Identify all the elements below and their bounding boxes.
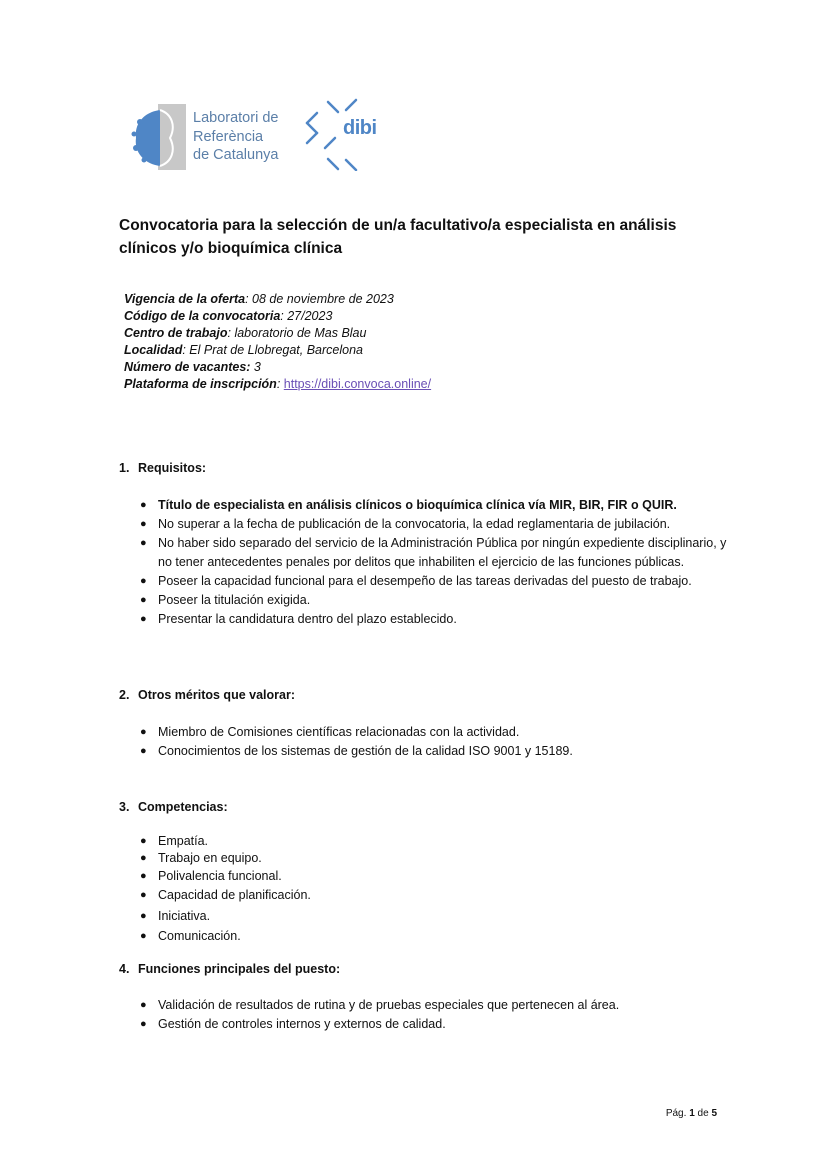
list-item: [138, 850, 728, 867]
list-item-text: Miembro de Comisiones científicas relacionadas con la actividad.: [158, 725, 520, 739]
section-number: 4.: [119, 962, 130, 976]
list-item-text: No superar a la fecha de publicación de la convocatoria, la edad reglamentaria de jubilación.: [158, 517, 671, 531]
section-number: 3.: [119, 800, 130, 814]
offer-metadata: [124, 291, 431, 393]
section-title: Otros méritos que valorar:: [138, 688, 295, 702]
meritos-list: [138, 723, 728, 761]
list-item: [138, 610, 728, 629]
list-item-text: Gestión de controles internos y externos de calidad.: [158, 1017, 446, 1031]
lrc-logo: [130, 104, 290, 170]
list-item: [138, 926, 728, 946]
lrc-logo-mark-icon: [130, 104, 186, 170]
bullet-icon: ●: [140, 930, 147, 942]
section-heading-funciones: [119, 962, 340, 976]
meta-separator: :: [276, 377, 284, 391]
funciones-list: [138, 996, 728, 1034]
meta-label: Centro de trabajo: [124, 326, 228, 340]
document-title: Convocatoria para la selección de un/a facultativo/a especialista en análisis clínicos y/o bioquímica clínica: [119, 217, 677, 257]
section-number: 1.: [119, 461, 130, 475]
list-item: [138, 1015, 728, 1034]
list-item-text: Capacidad de planificación.: [158, 888, 311, 902]
bullet-icon: ●: [140, 537, 147, 549]
list-item-text: Comunicación.: [158, 929, 241, 943]
list-item: [138, 742, 728, 761]
dibi-logo-text: dibi: [343, 117, 377, 139]
list-item: [138, 867, 728, 885]
section-title: Requisitos:: [138, 461, 207, 475]
bullet-icon: ●: [140, 745, 147, 757]
bullet-icon: ●: [140, 518, 147, 530]
list-item: [138, 906, 728, 926]
bullet-icon: ●: [140, 889, 147, 901]
bullet-icon: ●: [140, 726, 147, 738]
meta-value: : 27/2023: [280, 309, 333, 323]
list-item: [138, 515, 728, 534]
list-item-text: Presentar la candidatura dentro del plazo establecido.: [158, 612, 457, 626]
bullet-icon: ●: [140, 852, 147, 864]
meta-label: Vigencia de la oferta: [124, 292, 246, 306]
meta-label: Plataforma de inscripción: [124, 377, 277, 391]
list-item: [138, 591, 728, 610]
list-item-text: Título de especialista en análisis clínicos o bioquímica clínica vía MIR, BIR, FIR o QUIR.: [158, 498, 677, 512]
meta-value: : laboratorio de Mas Blau: [227, 326, 367, 340]
bullet-icon: ●: [140, 575, 147, 587]
list-item-text: Validación de resultados de rutina y de pruebas especiales que pertenecen al área.: [158, 998, 620, 1012]
meta-codigo: [124, 308, 431, 325]
section-title: Funciones principales del puesto:: [138, 962, 341, 976]
meta-vacantes: [124, 359, 431, 376]
lrc-logo-line: Referència: [193, 128, 264, 145]
list-item: [138, 723, 728, 742]
meta-localidad: [124, 342, 431, 359]
list-item-text: Conocimientos de los sistemas de gestión de la calidad ISO 9001 y 15189.: [158, 744, 573, 758]
meta-label: Código de la convocatoria: [124, 309, 281, 323]
meta-value: 3: [250, 360, 261, 374]
list-item: [138, 572, 728, 591]
list-item-text: No haber sido separado del servicio de la Administración Pública por ningún expediente disciplinario, y no tener antecedentes penales por delitos que inhabiliten el ejercicio de las funciones públicas.: [158, 536, 727, 569]
meta-vigencia: [124, 291, 431, 308]
list-item-text: Iniciativa.: [158, 909, 211, 923]
section-title: Competencias:: [138, 800, 228, 814]
list-item-text: Polivalencia funcional.: [158, 869, 282, 883]
bullet-icon: ●: [140, 910, 147, 922]
list-item: [138, 833, 728, 850]
bullet-icon: ●: [140, 835, 147, 847]
list-item: [138, 496, 728, 515]
bullet-icon: ●: [140, 1018, 147, 1030]
lrc-logo-text: [193, 109, 278, 165]
section-heading-requisitos: [119, 461, 206, 475]
lrc-logo-line: Laboratori de: [193, 110, 279, 126]
list-item: [138, 534, 728, 572]
meta-label: Número de vacantes:: [124, 360, 251, 374]
list-item-text: Empatía.: [158, 834, 209, 848]
dibi-logo: [303, 97, 379, 171]
meta-label: Localidad: [124, 343, 183, 357]
list-item: [138, 996, 728, 1015]
meta-plataforma: [124, 376, 431, 393]
meta-value: : 08 de noviembre de 2023: [245, 292, 394, 306]
list-item-text: Trabajo en equipo.: [158, 851, 262, 865]
list-item: [138, 885, 728, 906]
bullet-icon: ●: [140, 613, 147, 625]
meta-value: : El Prat de Llobregat, Barcelona: [182, 343, 364, 357]
page-current: 1: [689, 1108, 695, 1119]
list-item-text: Poseer la titulación exigida.: [158, 593, 311, 607]
lrc-logo-line: de Catalunya: [193, 147, 279, 163]
list-item-text: Poseer la capacidad funcional para el desempeño de las tareas derivadas del puesto de trabajo.: [158, 574, 692, 588]
requisitos-list: [138, 496, 728, 629]
meta-centro: [124, 325, 431, 342]
registration-link[interactable]: https://dibi.convoca.online/: [283, 377, 432, 391]
bullet-icon: ●: [140, 999, 147, 1011]
page-number: [666, 1108, 717, 1119]
section-heading-meritos: [119, 688, 295, 702]
bullet-icon: ●: [140, 594, 147, 606]
section-number: 2.: [119, 688, 130, 702]
bullet-icon: ●: [140, 499, 147, 511]
competencias-list: [138, 833, 728, 946]
bullet-icon: ●: [140, 870, 147, 882]
section-heading-competencias: [119, 800, 228, 814]
page-total: 5: [711, 1108, 717, 1119]
page-separator: de: [694, 1108, 712, 1119]
page-prefix: Pág.: [665, 1108, 690, 1119]
